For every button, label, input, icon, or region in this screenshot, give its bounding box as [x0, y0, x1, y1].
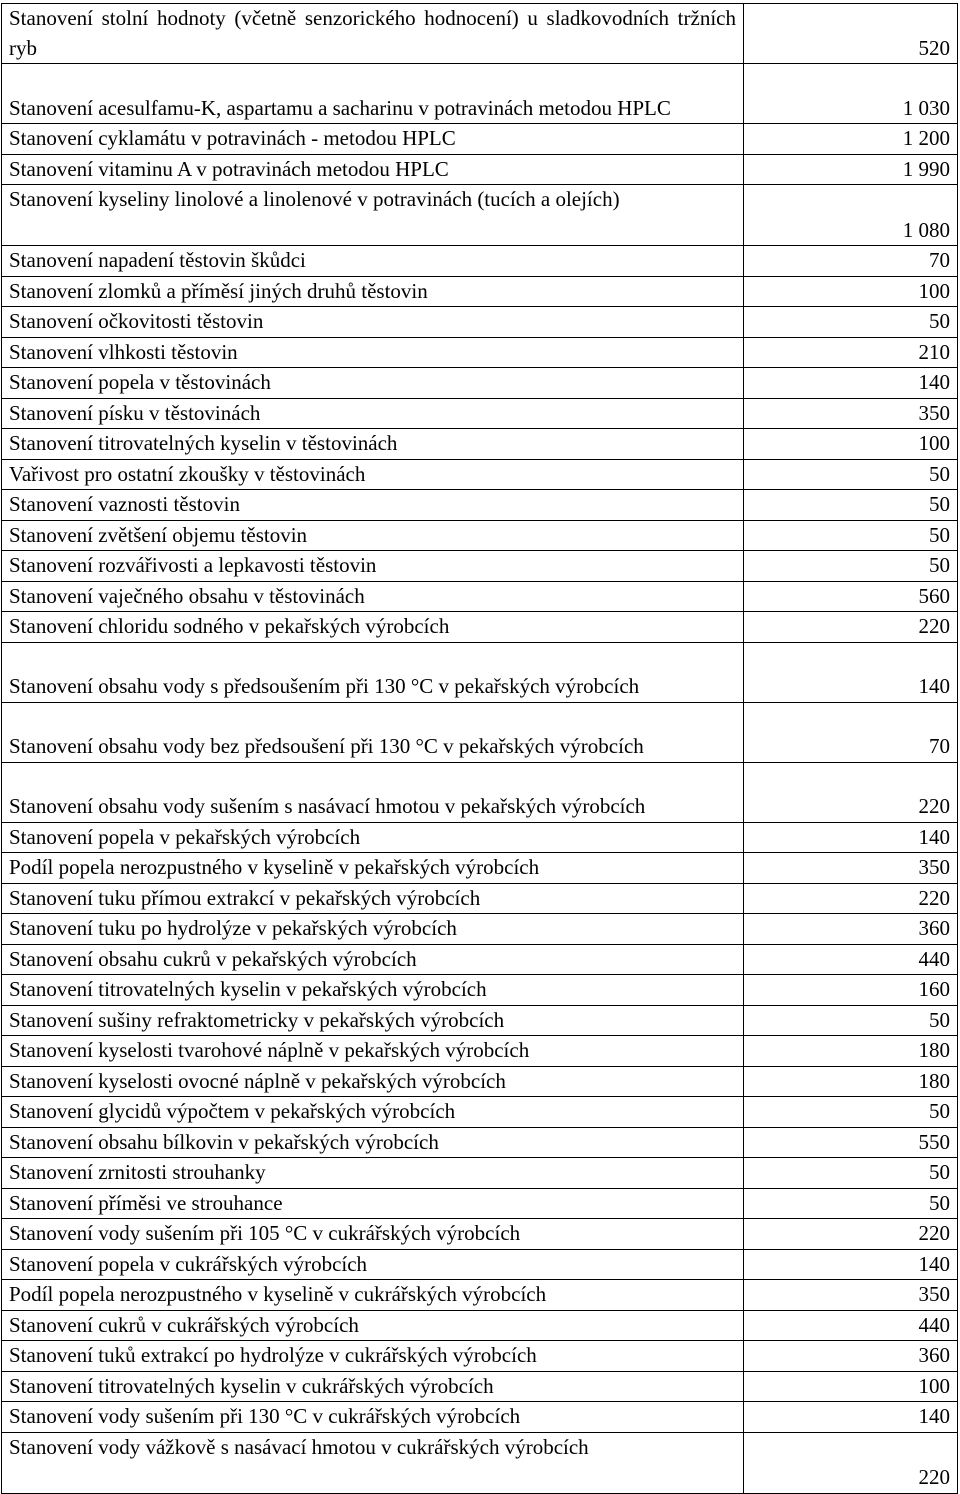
test-description-cell: Stanovení sušiny refraktometricky v pekařských výrobcích [2, 1005, 744, 1036]
test-price-cell: 50 [744, 551, 958, 582]
test-price-cell: 180 [744, 1036, 958, 1067]
table-row [2, 1066, 958, 1097]
test-price-cell: 220 [744, 1219, 958, 1250]
test-description-cell: Stanovení příměsi ve strouhance [2, 1188, 744, 1219]
table-row [2, 246, 958, 277]
test-description-cell: Stanovení stolní hodnoty (včetně senzorického hodnocení) u sladkovodních tržních ryb [2, 4, 744, 64]
test-price-cell: 50 [744, 307, 958, 338]
table-row [2, 1005, 958, 1036]
table-row [2, 1341, 958, 1372]
table-row [2, 154, 958, 185]
table-row [2, 124, 958, 155]
test-description-cell: Stanovení rozvářivosti a lepkavosti těstovin [2, 551, 744, 582]
test-price-cell: 440 [744, 944, 958, 975]
table-row [2, 1310, 958, 1341]
table-row [2, 490, 958, 521]
test-price-cell: 350 [744, 853, 958, 884]
test-description-cell: Podíl popela nerozpustného v kyselině v cukrářských výrobcích [2, 1280, 744, 1311]
table-row [2, 642, 958, 702]
test-description-cell: Stanovení písku v těstovinách [2, 398, 744, 429]
test-description-cell: Stanovení napadení těstovin škůdci [2, 246, 744, 277]
test-description-cell: Stanovení titrovatelných kyselin v pekařských výrobcích [2, 975, 744, 1006]
test-price-cell: 1 200 [744, 124, 958, 155]
test-price-cell: 100 [744, 1371, 958, 1402]
test-price-cell: 160 [744, 975, 958, 1006]
test-price-cell: 100 [744, 276, 958, 307]
test-description-cell: Stanovení očkovitosti těstovin [2, 307, 744, 338]
test-price-cell: 50 [744, 1097, 958, 1128]
test-description-cell: Stanovení obsahu bílkovin v pekařských výrobcích [2, 1127, 744, 1158]
table-row [2, 337, 958, 368]
table-row [2, 429, 958, 460]
test-description-cell: Stanovení popela v cukrářských výrobcích [2, 1249, 744, 1280]
test-price-cell: 140 [744, 1402, 958, 1433]
table-row [2, 1127, 958, 1158]
table-row [2, 551, 958, 582]
table-row [2, 64, 958, 124]
test-description-cell: Stanovení titrovatelných kyselin v těstovinách [2, 429, 744, 460]
test-description-cell: Stanovení obsahu vody sušením s nasávací hmotou v pekařských výrobcích [2, 762, 744, 822]
table-row [2, 185, 958, 246]
table-row [2, 822, 958, 853]
test-description-cell: Stanovení acesulfamu-K, aspartamu a sacharinu v potravinách metodou HPLC [2, 64, 744, 124]
test-description-cell: Stanovení tuku po hydrolýze v pekařských výrobcích [2, 914, 744, 945]
test-price-cell: 180 [744, 1066, 958, 1097]
test-description-cell: Stanovení kyselosti ovocné náplně v pekařských výrobcích [2, 1066, 744, 1097]
test-price-cell: 220 [744, 762, 958, 822]
test-price-cell: 140 [744, 1249, 958, 1280]
table-row [2, 1036, 958, 1067]
test-price-cell: 350 [744, 398, 958, 429]
test-price-cell: 220 [744, 612, 958, 643]
test-price-cell: 550 [744, 1127, 958, 1158]
test-price-cell: 1 990 [744, 154, 958, 185]
table-row [2, 883, 958, 914]
test-price-cell: 70 [744, 702, 958, 762]
test-description-cell: Podíl popela nerozpustného v kyselině v pekařských výrobcích [2, 853, 744, 884]
test-description-cell: Stanovení popela v pekařských výrobcích [2, 822, 744, 853]
test-description-cell: Stanovení vaznosti těstovin [2, 490, 744, 521]
test-price-cell: 50 [744, 1188, 958, 1219]
test-price-cell: 50 [744, 490, 958, 521]
test-price-cell: 360 [744, 914, 958, 945]
table-row [2, 368, 958, 399]
test-description-cell: Stanovení zrnitosti strouhanky [2, 1158, 744, 1189]
table-row [2, 1432, 958, 1493]
test-price-cell: 50 [744, 520, 958, 551]
test-description-cell: Stanovení kyseliny linolové a linolenové v potravinách (tucích a olejích) [2, 185, 744, 246]
test-description-cell: Stanovení vlhkosti těstovin [2, 337, 744, 368]
test-description-cell: Stanovení obsahu vody bez předsoušení při 130 °C v pekařských výrobcích [2, 702, 744, 762]
table-row [2, 1371, 958, 1402]
table-row [2, 1280, 958, 1311]
test-description-cell: Stanovení tuku přímou extrakcí v pekařských výrobcích [2, 883, 744, 914]
table-row [2, 520, 958, 551]
table-row [2, 853, 958, 884]
test-price-cell: 70 [744, 246, 958, 277]
test-description-cell: Stanovení obsahu cukrů v pekařských výrobcích [2, 944, 744, 975]
test-description-cell: Stanovení vody vážkově s nasávací hmotou v cukrářských výrobcích [2, 1432, 744, 1493]
test-price-cell: 350 [744, 1280, 958, 1311]
test-description-cell: Stanovení tuků extrakcí po hydrolýze v cukrářských výrobcích [2, 1341, 744, 1372]
test-description-cell: Stanovení cukrů v cukrářských výrobcích [2, 1310, 744, 1341]
test-price-cell: 100 [744, 429, 958, 460]
table-row [2, 4, 958, 64]
table-row [2, 1249, 958, 1280]
test-price-cell: 140 [744, 368, 958, 399]
table-row [2, 1158, 958, 1189]
test-price-cell: 1 030 [744, 64, 958, 124]
test-description-cell: Stanovení obsahu vody s předsoušením při 130 °C v pekařských výrobcích [2, 642, 744, 702]
table-row [2, 975, 958, 1006]
test-price-cell: 360 [744, 1341, 958, 1372]
test-description-cell: Stanovení popela v těstovinách [2, 368, 744, 399]
test-price-cell: 1 080 [744, 185, 958, 246]
table-row [2, 459, 958, 490]
test-price-cell: 140 [744, 822, 958, 853]
table-row [2, 612, 958, 643]
table-row [2, 914, 958, 945]
test-description-cell: Stanovení vaječného obsahu v těstovinách [2, 581, 744, 612]
test-price-cell: 440 [744, 1310, 958, 1341]
test-description-cell: Stanovení cyklamátu v potravinách - metodou HPLC [2, 124, 744, 155]
test-price-cell: 560 [744, 581, 958, 612]
price-table-body [2, 4, 958, 1494]
table-row [2, 1097, 958, 1128]
table-row [2, 1402, 958, 1433]
test-price-cell: 50 [744, 1158, 958, 1189]
test-description-cell: Stanovení vody sušením při 130 °C v cukrářských výrobcích [2, 1402, 744, 1433]
test-description-cell: Stanovení glycidů výpočtem v pekařských výrobcích [2, 1097, 744, 1128]
price-table [1, 3, 958, 1494]
test-price-cell: 220 [744, 1432, 958, 1493]
table-row [2, 702, 958, 762]
test-description-cell: Stanovení titrovatelných kyselin v cukrářských výrobcích [2, 1371, 744, 1402]
test-description-cell: Stanovení kyselosti tvarohové náplně v pekařských výrobcích [2, 1036, 744, 1067]
test-price-cell: 210 [744, 337, 958, 368]
test-description-cell: Stanovení vitaminu A v potravinách metodou HPLC [2, 154, 744, 185]
test-price-cell: 50 [744, 1005, 958, 1036]
table-row [2, 581, 958, 612]
test-price-cell: 520 [744, 4, 958, 64]
test-description-cell: Stanovení zlomků a příměsí jiných druhů těstovin [2, 276, 744, 307]
table-row [2, 307, 958, 338]
test-price-cell: 50 [744, 459, 958, 490]
table-row [2, 398, 958, 429]
table-row [2, 276, 958, 307]
table-row [2, 762, 958, 822]
test-description-cell: Vařivost pro ostatní zkoušky v těstovinách [2, 459, 744, 490]
test-description-cell: Stanovení zvětšení objemu těstovin [2, 520, 744, 551]
test-price-cell: 220 [744, 883, 958, 914]
table-row [2, 1219, 958, 1250]
test-price-cell: 140 [744, 642, 958, 702]
test-description-cell: Stanovení chloridu sodného v pekařských výrobcích [2, 612, 744, 643]
table-row [2, 1188, 958, 1219]
table-row [2, 944, 958, 975]
test-description-cell: Stanovení vody sušením při 105 °C v cukrářských výrobcích [2, 1219, 744, 1250]
